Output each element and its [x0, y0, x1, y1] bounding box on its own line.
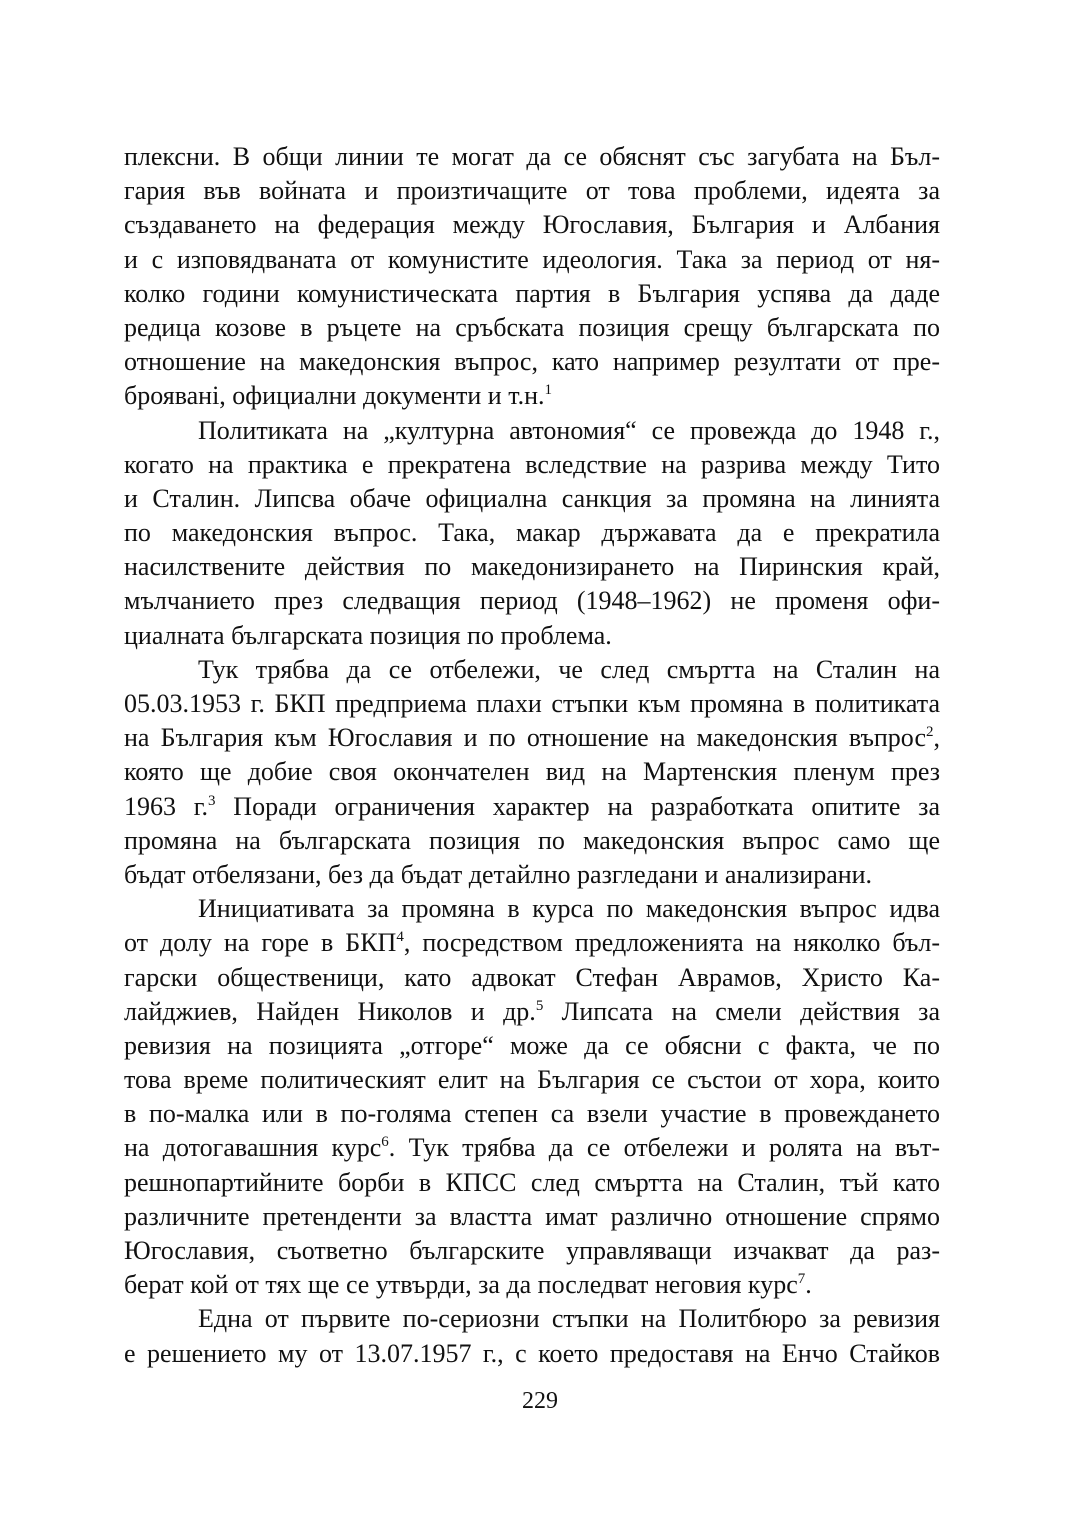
text-line: [124, 1131, 940, 1165]
text-line: [124, 379, 940, 413]
text-line: мълчанието през следващия период (1948–1962) не променя офи-: [124, 586, 940, 616]
paragraph-2: [124, 414, 940, 653]
text-line: 05.03.1953 г. БКП предприема плахи стъпки към промяна в политиката: [124, 689, 940, 718]
text-segment: .: [805, 1270, 812, 1300]
text-line: по македонския въпрос. Така, макар държавата да е прекратила: [124, 518, 940, 548]
text-line: плексни. В общи линии те могат да се обяснят със загубата на Бъл-: [124, 142, 940, 171]
footnote-ref: 6: [381, 1134, 389, 1151]
footnote-ref: 7: [797, 1271, 806, 1288]
text-line: циалната българската позиция по проблема.: [124, 620, 612, 650]
text-line: Една от първите по-сериозни стъпки на Политбюро за ревизия: [198, 1304, 940, 1334]
text-line: това време политическият елит на България се състои от хора, които: [124, 1065, 940, 1095]
text-line: и Сталин. Липсва обаче официална санкция за промяна на линията: [124, 483, 940, 513]
text-segment: Липсата на смели действия за: [543, 996, 940, 1026]
text-segment: на дотогавашния курс: [124, 1133, 382, 1163]
page-number: 229: [522, 1388, 558, 1414]
footnote-ref: 4: [396, 929, 404, 946]
text-line: Тук трябва да се отбележи, че след смъртта на Сталин на: [198, 654, 940, 684]
text-segment: ,: [933, 723, 940, 753]
text-line: промяна на българската позиция по македонския въпрос само ще: [124, 825, 940, 855]
text-line: бъдат отбелязани, без да бъдат детайлно разгледани и анализирани.: [124, 859, 873, 889]
text-segment: на България към Югославия и по отношение на македонския въпрос: [124, 723, 926, 753]
text-segment: от долу на горе в БКП: [124, 928, 397, 958]
text-line: [124, 926, 940, 960]
text-line: различните претенденти за властта имат различно отношение спрямо: [124, 1201, 940, 1231]
text-segment: . Тук трябва да се отбележи и ролята на вът-: [388, 1133, 940, 1163]
text-line: ревизия на позицията „отгоре“ може да се обясни с факта, че по: [124, 1030, 940, 1060]
text-line: когато на практика е прекратена вследствие на разрива между Тито: [124, 449, 940, 479]
text-line: Югославия, съответно българските управляващи изчакват да раз-: [124, 1236, 940, 1265]
paragraph-5: [124, 1302, 940, 1370]
text-line: насилствените действия по македонизирането на Пиринския край,: [124, 552, 940, 582]
body-text: [124, 140, 940, 1371]
text-line: [124, 1268, 940, 1302]
text-line: колко години комунистическата партия в България успява да даде: [124, 278, 940, 308]
text-line: отношение на македонския въпрос, като например резултати от пре-: [124, 347, 940, 377]
text-segment: брояванi, официални документи и т.н.: [124, 381, 545, 411]
text-segment: , посредством предложенията на няколко бъл-: [403, 928, 940, 958]
text-line: решнопартийните борби в КПСС след смъртта на Сталин, тъй като: [124, 1167, 940, 1197]
text-line: в по-малка или в по-голяма степен са взели участие в провеждането: [124, 1099, 940, 1129]
text-line: [124, 721, 940, 755]
text-line: редица козове в ръцете на сръбската позиция срещу българската по: [124, 312, 940, 342]
text-line: [124, 995, 940, 1029]
text-line: и с изповядваната от комунистите идеология. Така за период от ня-: [124, 244, 940, 274]
paragraph-3: [124, 653, 940, 892]
footnote-ref: 2: [926, 724, 934, 741]
paragraph-1: [124, 140, 940, 414]
footnote-ref: 5: [535, 997, 544, 1014]
footnote-ref: 1: [544, 382, 553, 399]
text-line: е решението му от 13.07.1957 г., с което предоставя на Енчо Стайков: [124, 1338, 940, 1368]
text-line: Инициативата за промяна в курса по македонския въпрос идва: [198, 894, 940, 924]
text-line: създаването на федерация между Югославия, България и Албания: [124, 210, 940, 240]
text-line: гарски общественици, като адвокат Стефан Аврамов, Христо Ка-: [124, 962, 940, 992]
text-line: Политиката на „културна автономия“ се провежда до 1948 г.,: [198, 415, 940, 445]
footnote-ref: 3: [208, 792, 216, 809]
paragraph-4: [124, 892, 940, 1302]
text-segment: Поради ограничения характер на разработката опитите за: [215, 791, 940, 821]
text-line: гария във войната и произтичащите от това проблеми, идеята за: [124, 176, 940, 206]
text-segment: 1963 г.: [124, 791, 209, 821]
text-line: [124, 790, 940, 824]
text-segment: лайджиев, Найден Николов и др.: [124, 996, 536, 1026]
text-line: която ще добие своя окончателен вид на Мартенския пленум през: [124, 757, 940, 787]
text-segment: берат кой от тях ще се утвърди, за да последват неговия курс: [124, 1270, 798, 1300]
